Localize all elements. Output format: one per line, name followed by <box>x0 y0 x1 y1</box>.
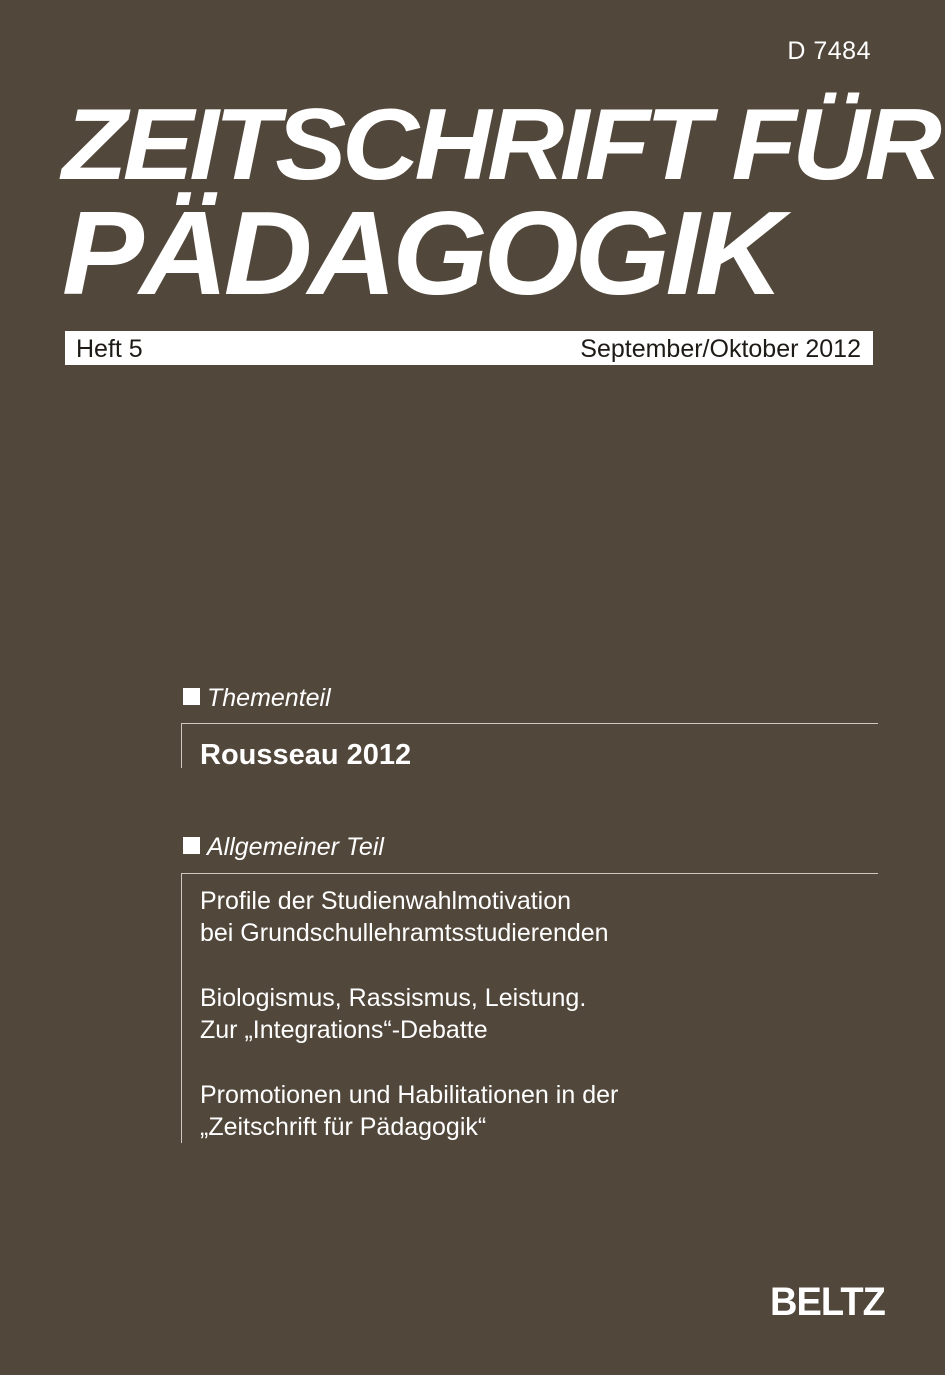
section-bracket <box>181 723 182 768</box>
section-heading-allgemeiner-teil <box>183 832 384 862</box>
issue-bar <box>65 331 873 365</box>
article-title-line: Profile der Studienwahlmotivation <box>200 887 572 915</box>
section-divider <box>181 873 878 874</box>
section-bracket <box>181 873 182 1143</box>
masthead-title-line-2: PÄDAGOGIK <box>62 187 780 320</box>
masthead-title-line-1: ZEITSCHRIFT FÜR <box>62 87 938 202</box>
theme-title: Rousseau 2012 <box>200 739 412 771</box>
article-title-line: „Zeitschrift für Pädagogik“ <box>200 1113 487 1141</box>
article-title-line: Biologismus, Rassismus, Leistung. <box>200 984 587 1012</box>
journal-code: D 7484 <box>787 37 871 65</box>
article-item <box>200 1079 880 1143</box>
section-heading-label: Allgemeiner Teil <box>207 833 384 861</box>
issue-date: September/Oktober 2012 <box>580 335 861 363</box>
publisher-logo: BELTZ <box>770 1280 885 1324</box>
article-item <box>200 982 880 1046</box>
section-heading-label: Thementeil <box>207 684 331 712</box>
section-divider <box>181 723 878 724</box>
article-title-line: bei Grundschullehramtsstudierenden <box>200 919 609 947</box>
article-title-line: Promotionen und Habilitationen in der <box>200 1081 619 1109</box>
article-item <box>200 885 880 949</box>
article-title-line: Zur „Integrations“-Debatte <box>200 1016 488 1044</box>
article-list <box>200 885 880 1176</box>
square-bullet-icon <box>183 688 200 705</box>
square-bullet-icon <box>183 837 200 854</box>
issue-number: Heft 5 <box>76 335 143 363</box>
section-heading-thementeil <box>183 683 331 713</box>
